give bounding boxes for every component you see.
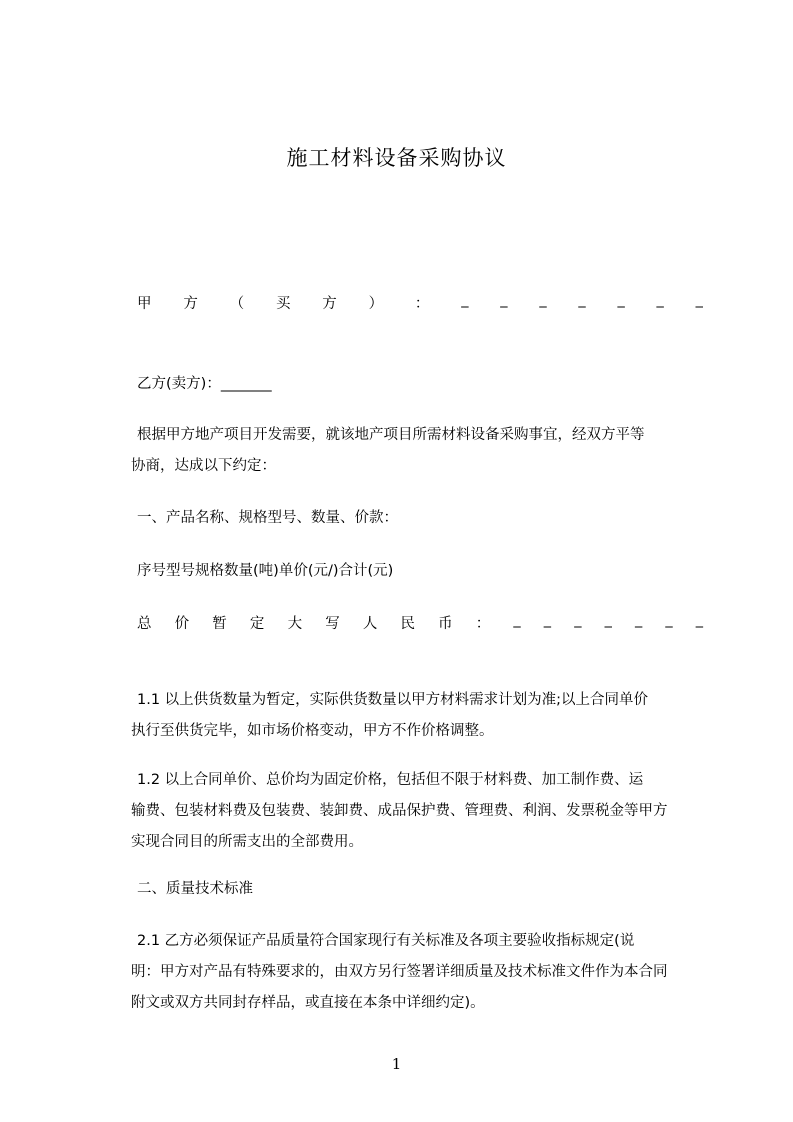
clause-2-1-line-3: 附文或双方共同封存样品，或直接在本条中详细约定)。	[131, 995, 485, 1011]
party-a-char: 方	[322, 296, 337, 312]
clause-1-1-line-1: 1.1 以上供货数量为暂定，实际供货数量以甲方材料需求计划为准;以上合同单价	[137, 692, 649, 708]
total-blank: _	[543, 612, 552, 628]
total-blank: _	[665, 612, 673, 628]
clause-1-1	[131, 685, 703, 747]
party-b-blank: _______	[220, 376, 272, 392]
total-blank: _	[604, 612, 612, 628]
clause-2-1	[131, 926, 703, 1019]
total-char: 价	[174, 616, 190, 632]
clause-1-2-line-1: 1.2 以上合同单价、总价均为固定价格，包括但不限于材料费、加工制作费、运	[137, 772, 644, 788]
party-a-blank: _	[617, 292, 625, 308]
total-char: 总	[137, 616, 152, 632]
total-char: 人	[362, 616, 378, 632]
party-a-char: ：	[414, 296, 430, 312]
section-2-heading: 二、质量技术标准	[137, 881, 253, 897]
party-b-line	[137, 372, 703, 393]
party-a-char: 甲	[137, 296, 152, 312]
party-a-blank: _	[461, 292, 469, 308]
total-char: 币	[438, 616, 453, 632]
total-char: 民	[400, 616, 415, 632]
total-blank: _	[513, 612, 521, 628]
section-1-heading: 一、产品名称、规格型号、数量、价款：	[137, 510, 398, 526]
party-a-char: 买	[275, 296, 291, 312]
total-char: 写	[325, 616, 340, 632]
clause-1-2-line-3: 实现合同目的所需支出的全部费用。	[131, 834, 363, 850]
party-a-blank: _	[500, 292, 508, 308]
total-char: 大	[287, 616, 303, 632]
clause-1-2	[131, 765, 703, 858]
party-a-line	[137, 292, 703, 313]
document-title: 施工材料设备采购协议	[286, 146, 507, 170]
party-a-char: 方	[183, 296, 198, 312]
intro-line-1: 根据甲方地产项目开发需要，就该地产项目所需材料设备采购事宜，经双方平等	[137, 427, 645, 443]
party-a-blank: _	[656, 292, 664, 308]
intro-paragraph	[131, 420, 703, 482]
page-number: 1	[391, 1055, 402, 1073]
party-a-char: （	[229, 296, 245, 312]
party-a-blank: _	[578, 292, 586, 308]
intro-line-2: 协商，达成以下约定：	[131, 458, 276, 474]
party-a-blank: _	[695, 292, 703, 308]
total-char: 暂	[212, 616, 227, 632]
clause-2-1-line-1: 2.1 乙方必须保证产品质量符合国家现行有关标准及各项主要验收指标规定(说	[137, 933, 635, 949]
party-a-blank: _	[539, 292, 547, 308]
total-char: ：	[475, 616, 491, 632]
clause-1-1-line-2: 执行至供货完毕，如市场价格变动，甲方不作价格调整。	[131, 723, 494, 739]
product-table-header: 序号型号规格数量(吨)单价(元/)合计(元)	[137, 563, 394, 579]
party-a-char: ）	[368, 296, 384, 312]
total-blank: _	[695, 612, 703, 628]
clause-2-1-line-2: 明：甲方对产品有特殊要求的，由双方另行签署详细质量及技术标准文件作为本合同	[131, 964, 668, 980]
total-blank: _	[574, 612, 582, 628]
party-b-label: 乙方(卖方)：	[137, 376, 221, 392]
total-price-line	[137, 612, 703, 633]
total-blank: _	[634, 612, 643, 628]
total-char: 定	[249, 616, 265, 632]
clause-1-2-line-2: 输费、包装材料费及包装费、装卸费、成品保护费、管理费、利润、发票税金等甲方	[131, 803, 668, 819]
